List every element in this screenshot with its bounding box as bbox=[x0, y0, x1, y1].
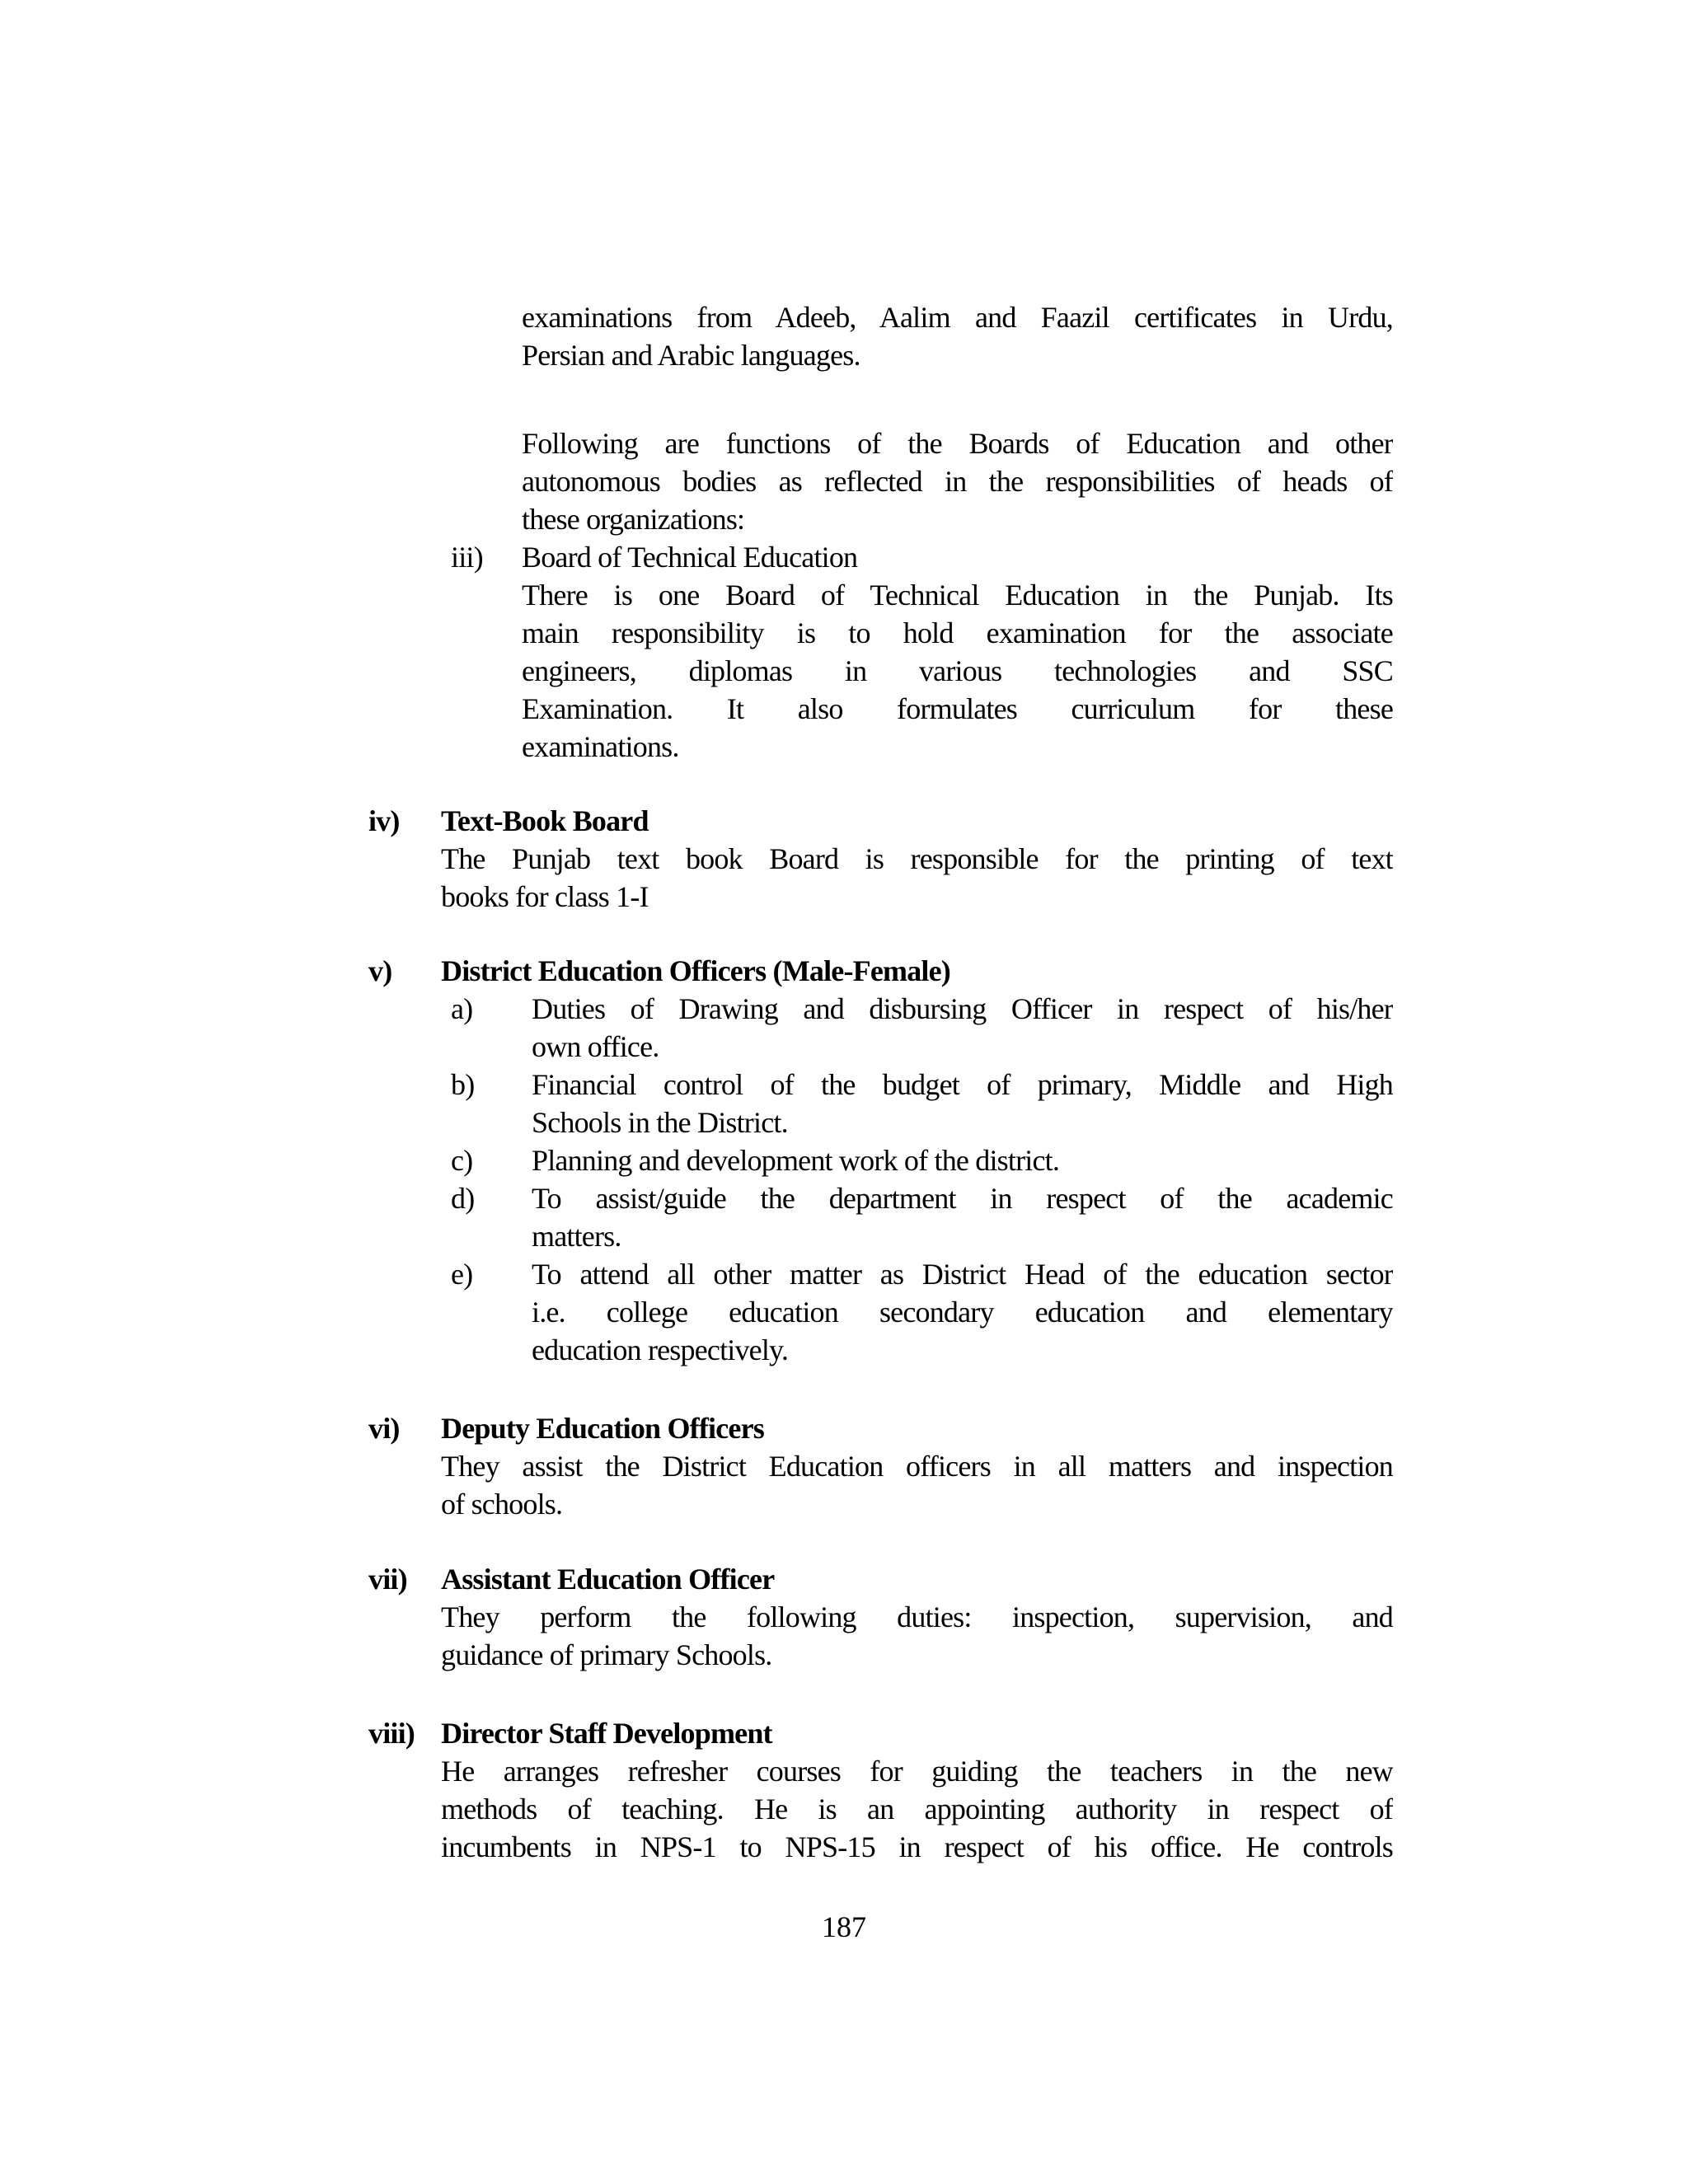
text-line: autonomous bodies as reflected in the responsibilities of heads of bbox=[522, 465, 1393, 498]
text-line: examinations from Adeeb, Aalim and Faazil certificates in Urdu, bbox=[522, 301, 1393, 334]
text-line: education respectively. bbox=[532, 1333, 789, 1366]
list-item-iii bbox=[451, 538, 1393, 766]
item-body bbox=[532, 1255, 1393, 1369]
text-line: Persian and Arabic languages. bbox=[522, 339, 860, 372]
text-line: Financial control of the budget of primary, Middle and High bbox=[532, 1068, 1393, 1101]
text-line: incumbents in NPS-1 to NPS-15 in respect of his office. He controls bbox=[441, 1830, 1393, 1863]
item-heading: Text-Book Board bbox=[441, 804, 649, 837]
item-heading: Deputy Education Officers bbox=[441, 1412, 764, 1445]
text-line: engineers, diplomas in various technologies and SSC bbox=[522, 654, 1393, 687]
item-body bbox=[532, 990, 1393, 1066]
list-marker: vii) bbox=[368, 1563, 407, 1596]
text-line: examinations. bbox=[522, 730, 679, 763]
text-line: There is one Board of Technical Education in the Punjab. Its bbox=[522, 579, 1393, 612]
text-line: of schools. bbox=[441, 1488, 563, 1521]
item-heading: Board of Technical Education bbox=[522, 541, 858, 574]
text-line: The Punjab text book Board is responsible for the printing of text bbox=[441, 842, 1393, 875]
text-line: these organizations: bbox=[522, 503, 745, 536]
list-marker: v) bbox=[368, 954, 392, 987]
item-body bbox=[441, 1560, 1393, 1674]
sub-item-c bbox=[451, 1141, 1393, 1179]
text-line: To assist/guide the department in respect of the academic bbox=[532, 1182, 1393, 1215]
item-heading: Assistant Education Officer bbox=[441, 1563, 775, 1596]
sub-item-e bbox=[451, 1255, 1393, 1369]
text-line: To attend all other matter as District Head of the education sector bbox=[532, 1258, 1393, 1291]
item-body bbox=[441, 1714, 1393, 1866]
list-marker: iv) bbox=[368, 804, 400, 837]
list-item-iv bbox=[368, 802, 1393, 916]
sub-item-b bbox=[451, 1066, 1393, 1141]
text-line: i.e. college education secondary education and elementary bbox=[532, 1296, 1393, 1329]
list-marker: e) bbox=[451, 1258, 473, 1291]
sub-item-a bbox=[451, 990, 1393, 1066]
text-line: books for class 1-I bbox=[441, 880, 649, 913]
paragraph bbox=[522, 424, 1393, 538]
text-line: Following are functions of the Boards of Education and other bbox=[522, 427, 1393, 460]
text-line: matters. bbox=[532, 1220, 621, 1253]
list-marker: a) bbox=[451, 992, 473, 1025]
item-heading: District Education Officers (Male-Female) bbox=[441, 954, 950, 987]
text-line: methods of teaching. He is an appointing authority in respect of bbox=[441, 1793, 1393, 1825]
list-marker: vi) bbox=[368, 1412, 400, 1445]
text-line: They assist the District Education officers in all matters and inspection bbox=[441, 1450, 1393, 1483]
sub-item-d bbox=[451, 1179, 1393, 1255]
item-body bbox=[532, 1179, 1393, 1255]
list-item-v bbox=[368, 952, 1393, 1369]
text-line: own office. bbox=[532, 1030, 659, 1063]
item-body bbox=[522, 538, 1393, 766]
list-item-vii bbox=[368, 1560, 1393, 1674]
text-line: Examination. It also formulates curriculum for these bbox=[522, 692, 1393, 725]
text-line: main responsibility is to hold examination for the associate bbox=[522, 616, 1393, 649]
item-body bbox=[532, 1066, 1393, 1141]
paragraph bbox=[522, 298, 1393, 374]
item-body bbox=[532, 1141, 1393, 1179]
list-marker: b) bbox=[451, 1068, 475, 1101]
text-line: Schools in the District. bbox=[532, 1106, 788, 1139]
list-marker: viii) bbox=[368, 1717, 415, 1750]
text-block bbox=[368, 298, 1393, 1866]
item-heading: Director Staff Development bbox=[441, 1717, 772, 1750]
list-marker: iii) bbox=[451, 541, 483, 574]
text-line: Duties of Drawing and disbursing Officer in respect of his/her bbox=[532, 992, 1393, 1025]
list-item-vi bbox=[368, 1409, 1393, 1523]
text-line: He arranges refresher courses for guiding the teachers in the new bbox=[441, 1755, 1393, 1788]
list-item-viii bbox=[368, 1714, 1393, 1866]
list-marker: c) bbox=[451, 1144, 473, 1177]
list-marker: d) bbox=[451, 1182, 475, 1215]
text-line: They perform the following duties: inspection, supervision, and bbox=[441, 1601, 1393, 1633]
item-body bbox=[441, 1409, 1393, 1523]
page-number: 187 bbox=[822, 1910, 866, 1943]
item-body bbox=[441, 802, 1393, 916]
item-body bbox=[441, 952, 1393, 1369]
text-line: Planning and development work of the district. bbox=[532, 1144, 1060, 1177]
text-line: guidance of primary Schools. bbox=[441, 1638, 772, 1671]
